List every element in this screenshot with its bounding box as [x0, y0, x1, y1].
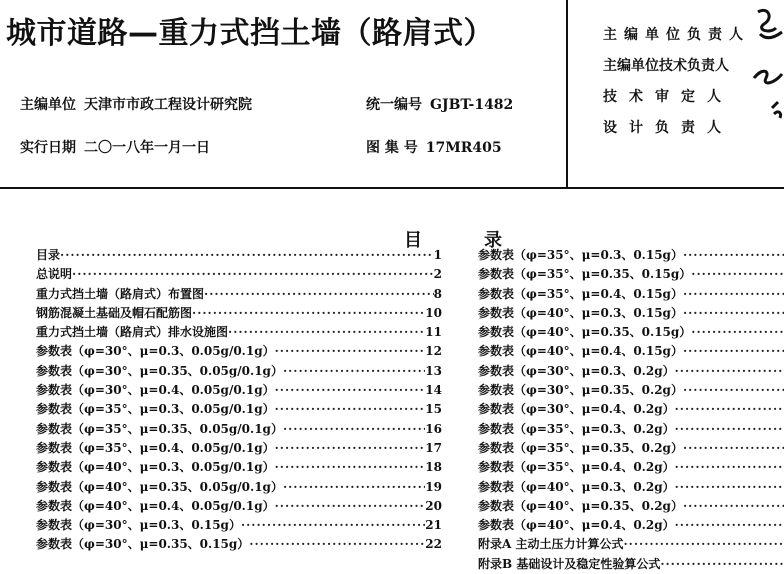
effective-date-value: 二〇一八年一月一日	[84, 140, 210, 156]
toc-entry-page: 21	[425, 516, 442, 535]
atlas-number-label: 图 集 号	[366, 140, 418, 156]
toc-entry-page: 19	[425, 478, 442, 497]
toc-entry[interactable]	[478, 285, 784, 304]
toc-entry-title: 参数表（φ=35°、μ=0.3、0.05g/0.1g）	[36, 400, 275, 419]
toc-entry-leader	[683, 285, 784, 304]
page-title: 城市道路—重力式挡土墙（路肩式）	[6, 8, 494, 52]
toc-entry-page: 11	[425, 323, 442, 342]
toc-entry[interactable]	[478, 342, 784, 361]
toc-entry[interactable]	[36, 478, 442, 497]
toc-entry-leader	[192, 304, 425, 323]
atlas-number-value: 17MR405	[426, 140, 502, 156]
toc-entry-leader	[249, 535, 425, 554]
toc-entry-title: 参数表（φ=40°、μ=0.4、0.15g）	[478, 342, 683, 361]
toc-entry-leader	[675, 458, 784, 477]
toc-entry-title: 参数表（φ=30°、μ=0.35、0.2g）	[478, 381, 683, 400]
toc-entry-title: 附录A 主动土压力计算公式	[478, 535, 624, 554]
toc-entry-leader	[691, 265, 784, 284]
toc-entry-leader	[675, 516, 784, 535]
toc-entry[interactable]	[478, 304, 784, 323]
editor-unit	[20, 94, 252, 114]
toc-entry[interactable]	[36, 285, 442, 304]
header-divider	[566, 0, 568, 187]
role-technical-chief: 主编单位技术负责人	[603, 51, 750, 82]
toc-entry-title: 总说明	[36, 265, 72, 284]
toc-entry-leader	[683, 439, 784, 458]
toc-right-column	[478, 246, 784, 574]
toc-entry-title: 参数表（φ=40°、μ=0.35、0.05g/0.1g）	[36, 478, 283, 497]
atlas-number	[366, 137, 502, 157]
toc-entry-title: 参数表（φ=35°、μ=0.4、0.05g/0.1g）	[36, 439, 275, 458]
toc-entry-leader	[624, 535, 784, 554]
toc-entry-title: 参数表（φ=40°、μ=0.35、0.2g）	[478, 497, 683, 516]
toc-entry-leader	[283, 478, 425, 497]
toc-entry-leader	[683, 246, 784, 265]
toc-entry-title: 参数表（φ=30°、μ=0.3、0.05g/0.1g）	[36, 342, 275, 361]
toc-heading-right: 录	[484, 226, 502, 252]
toc-entry[interactable]	[478, 400, 784, 419]
toc-entry-title: 参数表（φ=40°、μ=0.3、0.05g/0.1g）	[36, 458, 275, 477]
toc-entry-page: 1	[434, 246, 442, 265]
toc-entry-page: 8	[434, 285, 442, 304]
toc-entry-title: 参数表（φ=35°、μ=0.3、0.15g）	[478, 246, 683, 265]
toc-entry[interactable]	[36, 516, 442, 535]
role-chief-unit: 主编单位负责人	[603, 20, 750, 51]
effective-date	[20, 137, 210, 157]
toc-entry[interactable]	[36, 439, 442, 458]
toc-entry-leader	[660, 555, 784, 574]
toc-entry[interactable]	[36, 362, 442, 381]
toc-entry[interactable]	[36, 304, 442, 323]
role-technical-reviewer: 技术审定人	[603, 82, 750, 113]
toc-entry-title: 参数表（φ=35°、μ=0.3、0.2g）	[478, 420, 675, 439]
toc-entry-leader	[675, 400, 784, 419]
toc-entry-leader	[72, 265, 434, 284]
toc-entry-leader	[675, 362, 784, 381]
toc-entry-title: 参数表（φ=40°、μ=0.35、0.15g）	[478, 323, 691, 342]
toc-entry-leader	[683, 342, 784, 361]
toc-entry-page: 22	[425, 535, 442, 554]
toc-entry-title: 目录	[36, 246, 60, 265]
toc-entry-leader	[275, 381, 426, 400]
toc-entry-leader	[60, 246, 434, 265]
toc-entry-leader	[228, 323, 425, 342]
toc-entry[interactable]	[478, 439, 784, 458]
unified-code-label: 统一编号	[366, 97, 422, 113]
editor-unit-label: 主编单位	[20, 97, 76, 113]
toc-entry-leader	[675, 420, 784, 439]
toc-left-column	[36, 246, 442, 555]
toc-entry-title: 钢筋混凝土基础及帽石配筋图	[36, 304, 192, 323]
role-design-lead: 设计负责人	[603, 113, 750, 144]
editor-unit-value: 天津市市政工程设计研究院	[84, 97, 252, 113]
unified-code	[366, 94, 513, 114]
toc-entry-page: 17	[425, 439, 442, 458]
toc-entry[interactable]	[478, 265, 784, 284]
toc-entry[interactable]	[478, 458, 784, 477]
toc-entry[interactable]	[36, 535, 442, 554]
toc-entry-page: 2	[434, 265, 442, 284]
toc-entry-title: 附录B 基础设计及稳定性验算公式	[478, 555, 660, 574]
toc-entry-title: 参数表（φ=40°、μ=0.3、0.15g）	[478, 304, 683, 323]
toc-entry-title: 参数表（φ=40°、μ=0.3、0.2g）	[478, 478, 675, 497]
toc-entry-page: 12	[425, 342, 442, 361]
effective-date-label: 实行日期	[20, 140, 76, 156]
toc-entry-leader	[275, 497, 426, 516]
toc-entry[interactable]	[36, 420, 442, 439]
toc-entry[interactable]	[36, 323, 442, 342]
toc-entry-leader	[683, 381, 784, 400]
toc-entry-page: 10	[425, 304, 442, 323]
toc-entry[interactable]	[36, 458, 442, 477]
title-block	[0, 0, 784, 189]
responsibility-list	[603, 20, 750, 144]
toc-entry[interactable]	[478, 362, 784, 381]
toc-entry-leader	[683, 304, 784, 323]
toc-entry[interactable]	[478, 555, 784, 574]
toc-entry-leader	[283, 362, 425, 381]
toc-entry-leader	[204, 285, 434, 304]
toc-entry-leader	[283, 420, 425, 439]
toc-entry-title: 参数表（φ=40°、μ=0.4、0.05g/0.1g）	[36, 497, 275, 516]
toc-entry-page: 13	[425, 362, 442, 381]
toc-heading-left: 目	[404, 226, 422, 252]
toc-entry-title: 参数表（φ=35°、μ=0.35、0.15g）	[478, 265, 691, 284]
toc-entry[interactable]	[478, 323, 784, 342]
toc-entry[interactable]	[478, 497, 784, 516]
toc-entry-leader	[675, 478, 784, 497]
toc-entry-leader	[683, 497, 784, 516]
toc-entry-title: 重力式挡土墙（路肩式）排水设施图	[36, 323, 228, 342]
toc-entry-title: 参数表（φ=35°、μ=0.4、0.2g）	[478, 458, 675, 477]
toc-entry-leader	[241, 516, 425, 535]
toc-entry[interactable]	[36, 381, 442, 400]
toc-entry[interactable]	[478, 381, 784, 400]
toc-entry-title: 参数表（φ=40°、μ=0.4、0.2g）	[478, 516, 675, 535]
toc-entry[interactable]	[36, 265, 442, 284]
toc-entry[interactable]	[478, 516, 784, 535]
toc-entry-title: 参数表（φ=30°、μ=0.35、0.15g）	[36, 535, 249, 554]
toc-entry-title: 参数表（φ=35°、μ=0.4、0.15g）	[478, 285, 683, 304]
toc-entry[interactable]	[478, 420, 784, 439]
toc-entry-title: 重力式挡土墙（路肩式）布置图	[36, 285, 204, 304]
unified-code-value: GJBT-1482	[430, 97, 513, 113]
toc-entry-title: 参数表（φ=35°、μ=0.35、0.05g/0.1g）	[36, 420, 283, 439]
toc-entry-leader	[691, 323, 784, 342]
toc-entry[interactable]	[478, 478, 784, 497]
toc-entry-title: 参数表（φ=30°、μ=0.4、0.2g）	[478, 400, 675, 419]
toc-entry-title: 参数表（φ=30°、μ=0.3、0.2g）	[478, 362, 675, 381]
toc-entry[interactable]	[36, 497, 442, 516]
toc-entry-leader	[275, 439, 426, 458]
toc-entry[interactable]	[478, 535, 784, 554]
toc-entry-page: 20	[425, 497, 442, 516]
toc-entry-page: 18	[425, 458, 442, 477]
toc-entry[interactable]	[36, 342, 442, 361]
toc-entry-title: 参数表（φ=35°、μ=0.35、0.2g）	[478, 439, 683, 458]
toc-entry-leader	[275, 342, 426, 361]
toc-entry-page: 14	[425, 381, 442, 400]
toc-entry-page: 15	[425, 400, 442, 419]
handwritten-signatures	[752, 4, 784, 134]
toc-entry[interactable]	[36, 246, 442, 265]
toc-entry[interactable]	[36, 400, 442, 419]
toc-entry-title: 参数表（φ=30°、μ=0.35、0.05g/0.1g）	[36, 362, 283, 381]
toc-entry-page: 16	[425, 420, 442, 439]
toc-entry-title: 参数表（φ=30°、μ=0.4、0.05g/0.1g）	[36, 381, 275, 400]
toc-entry-leader	[275, 400, 426, 419]
toc-entry-leader	[275, 458, 426, 477]
toc-entry-title: 参数表（φ=30°、μ=0.3、0.15g）	[36, 516, 241, 535]
toc-entry[interactable]	[478, 246, 784, 265]
